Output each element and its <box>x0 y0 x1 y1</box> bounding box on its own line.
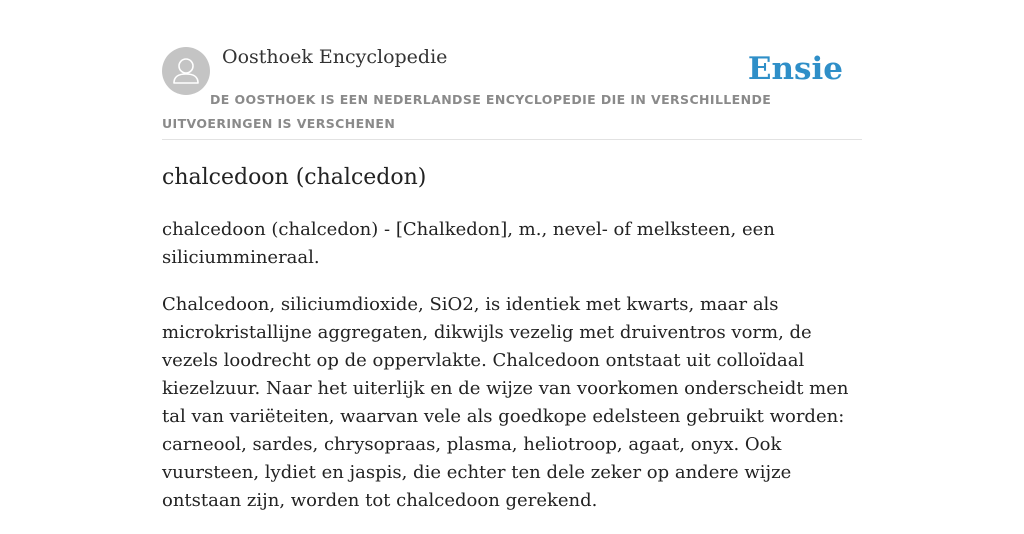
brand-logo[interactable]: Ensie <box>747 51 843 87</box>
header <box>162 0 862 140</box>
page <box>162 0 862 512</box>
site-name-link[interactable]: Oosthoek Encyclopedie <box>222 46 448 68</box>
article-paragraph: Chalcedoon, siliciumdioxide, SiO2, is identiek met kwarts, maar als microkristallijne aggregaten, dikwijls vezelig met druiventros vorm, de vezels loodrecht op de oppervlakte. Chalcedoon ontstaat uit colloïdaal kiezelzuur. Naar het uiterlijk en de wijze van voorkomen onderscheidt men tal van variëteiten, waarvan vele als goedkope edelsteen gebruikt worden: carneool, sardes, chrysopraas, plasma, heliotroop, agaat, onyx. Ook vuursteen, lydiet en jaspis, die echter ten dele zeker op andere wijze ontstaan zijn, worden tot chalcedoon gerekend. <box>162 294 849 511</box>
article-paragraph: chalcedoon (chalcedon) - [Chalkedon], m., nevel- of melksteen, een siliciummineraal. <box>162 219 775 268</box>
article-body <box>162 216 862 534</box>
page-title: chalcedoon (chalcedon) <box>162 165 427 190</box>
site-tagline: DE OOSTHOEK IS EEN NEDERLANDSE ENCYCLOPEDIE DIE IN VERSCHILLENDE UITVOERINGEN IS VERSCHENEN <box>162 92 772 131</box>
